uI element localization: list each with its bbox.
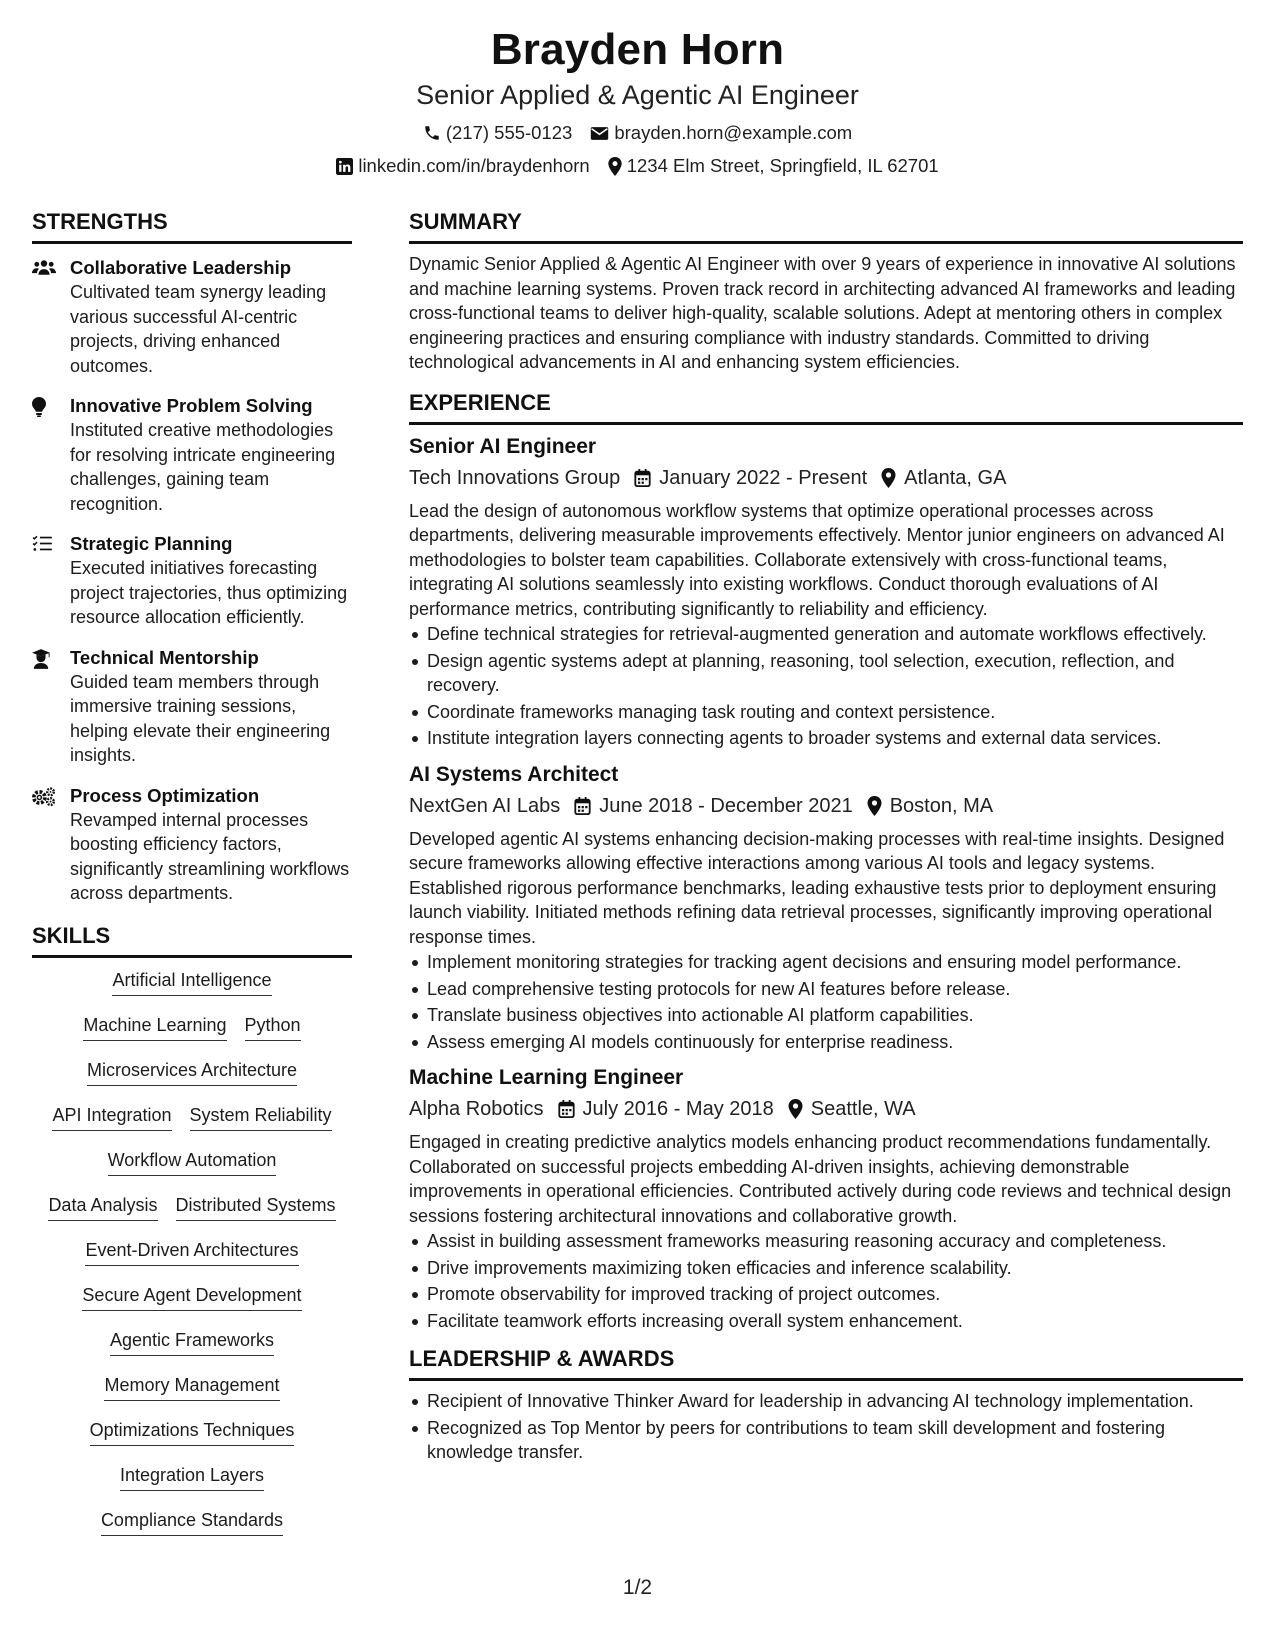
summary-text: Dynamic Senior Applied & Agentic AI Engineer with over 9 years of experience in innovative AI solutions and machine learning systems. Proven track record in architecting advanced AI frameworks and leading cross-functional teams to deliver high-quality, scalable solutions. Adept at mentoring others in complex engineering practices and ensuring compliance with industry standards. Committed to driving technological advancements in AI and enhancing system efficiencies. [409, 254, 1236, 372]
linkedin-text: linkedin.com/in/braydenhorn [358, 155, 590, 176]
job-dates: January 2022 - Present [659, 466, 868, 489]
job-title: Machine Learning Engineer [409, 1066, 684, 1089]
job-meta [409, 791, 1243, 821]
map-pin-icon [881, 468, 896, 488]
job-company: Tech Innovations Group [409, 466, 621, 489]
skill-tag: Secure Agent Development [82, 1283, 301, 1311]
map-pin-icon [867, 796, 882, 816]
strength-item [32, 784, 352, 906]
lightbulb-icon [32, 397, 46, 417]
job-bullet: Facilitate teamwork efforts increasing overall system enhancement. [409, 1309, 1243, 1334]
candidate-name: Brayden Horn [490, 25, 785, 74]
skill-tag: Distributed Systems [176, 1193, 336, 1221]
strength-item [32, 256, 352, 378]
skills-heading: SKILLS [32, 922, 352, 958]
award-item: Recipient of Innovative Thinker Award for leadership in advancing AI technology implementation. [409, 1389, 1243, 1414]
experience-heading: EXPERIENCE [409, 389, 1243, 425]
email-contact [590, 120, 852, 146]
skill-tag: Compliance Standards [101, 1508, 283, 1536]
strength-title: Innovative Problem Solving [70, 395, 313, 416]
linkedin-icon [336, 158, 353, 175]
awards-heading: LEADERSHIP & AWARDS [409, 1345, 1243, 1381]
job-location: Seattle, WA [810, 1098, 916, 1120]
job-dates: July 2016 - May 2018 [582, 1098, 774, 1120]
linkedin-contact [336, 153, 589, 179]
strength-title: Process Optimization [70, 784, 260, 806]
strength-item [32, 394, 352, 516]
users-icon [32, 259, 56, 276]
job-bullets [409, 950, 1243, 1054]
contact-row-1 [0, 120, 1275, 146]
calendar-icon [558, 1100, 575, 1118]
skill-tag: System Reliability [190, 1103, 332, 1131]
strength-item [32, 646, 352, 768]
job-description: Developed agentic AI systems enhancing decision-making processes with real-time insights. Designed secure frameworks allowing effective interactions among various AI tools and legacy systems. Established rigorous performance benchmarks, leading exhaustive tests prior to deployment ensuring launch viability. Initiated methods refining data retrieval processes, significantly improving operational response times. [409, 828, 1225, 947]
strength-desc: Cultivated team synergy leading various successful AI-centric projects, driving enhanced outcomes. [70, 282, 327, 376]
job-bullet: Assist in building assessment frameworks measuring reasoning accuracy and completeness. [409, 1229, 1243, 1254]
job-entry [409, 433, 1243, 751]
address-text: 1234 Elm Street, Springfield, IL 62701 [626, 155, 939, 176]
resume-header [0, 24, 1275, 179]
strength-desc: Revamped internal processes boosting efficiency factors, significantly streamlining workflows across departments. [70, 809, 350, 903]
job-bullet: Define technical strategies for retrieval-augmented generation and automate workflows effectively. [409, 622, 1243, 647]
skill-tag: Data Analysis [48, 1193, 157, 1221]
job-entry [409, 1064, 1243, 1333]
strength-desc: Guided team members through immersive training sessions, helping elevate their engineering insights. [70, 671, 331, 765]
skill-tag: Memory Management [104, 1373, 279, 1401]
job-bullet: Assess emerging AI models continuously for enterprise readiness. [409, 1030, 1243, 1055]
calendar-icon [574, 797, 591, 815]
skill-tag: Event-Driven Architectures [85, 1238, 298, 1266]
page-number: 1/2 [622, 1576, 653, 1599]
envelope-icon [590, 126, 609, 141]
address-contact [608, 153, 939, 179]
job-bullet: Lead comprehensive testing protocols for new AI features before release. [409, 977, 1243, 1002]
job-bullets [409, 622, 1243, 751]
job-location: Boston, MA [889, 794, 994, 817]
job-dates: June 2018 - December 2021 [599, 794, 853, 817]
job-bullet: Institute integration layers connecting agents to broader systems and external data services. [409, 726, 1243, 751]
map-pin-icon [788, 1099, 803, 1119]
strength-title: Technical Mentorship [70, 646, 259, 668]
awards-list [409, 1389, 1243, 1465]
contact-row-2 [0, 153, 1275, 179]
skill-tag: Machine Learning [83, 1013, 226, 1041]
job-bullet: Coordinate frameworks managing task routing and context persistence. [409, 700, 1243, 725]
job-entry [409, 761, 1243, 1055]
task-list-icon [32, 535, 53, 552]
left-column [32, 208, 352, 1553]
job-meta [409, 463, 1243, 493]
skill-tag: Python [245, 1013, 301, 1041]
summary-heading: SUMMARY [409, 208, 1243, 244]
skill-tag: Artificial Intelligence [112, 968, 271, 996]
strength-item [32, 532, 352, 630]
candidate-title: Senior Applied & Agentic AI Engineer [416, 80, 859, 110]
award-item: Recognized as Top Mentor by peers for contributions to team skill development and fostering knowledge transfer. [409, 1416, 1243, 1465]
strength-desc: Executed initiatives forecasting project trajectories, thus optimizing resource allocation efficiently. [70, 558, 348, 627]
job-bullet: Implement monitoring strategies for tracking agent decisions and ensuring model performance. [409, 950, 1243, 975]
job-title: AI Systems Architect [409, 762, 619, 786]
skill-tag: API Integration [52, 1103, 171, 1131]
skill-tag: Integration Layers [120, 1463, 264, 1491]
skill-tag: Microservices Architecture [87, 1058, 297, 1086]
job-bullet: Design agentic systems adept at planning, reasoning, tool selection, execution, reflection, and recovery. [409, 649, 1243, 698]
job-bullets [409, 1229, 1243, 1333]
strength-desc: Instituted creative methodologies for resolving intricate engineering challenges, gaining team recognition. [70, 420, 336, 514]
job-bullet: Promote observability for improved tracking of project outcomes. [409, 1282, 1243, 1307]
job-bullet: Translate business objectives into actionable AI platform capabilities. [409, 1003, 1243, 1028]
phone-contact [423, 120, 573, 146]
right-column [409, 208, 1243, 1467]
map-pin-icon [608, 157, 622, 176]
calendar-icon [634, 469, 651, 487]
strength-title: Collaborative Leadership [70, 257, 292, 278]
job-company: NextGen AI Labs [409, 794, 561, 817]
email-text: brayden.horn@example.com [614, 122, 853, 143]
gears-icon [32, 787, 56, 806]
strengths-list [32, 256, 352, 906]
job-description: Engaged in creating predictive analytics models enhancing product recommendations fundamentally. Collaborated on successful projects embedding AI-driven insights, achieving demonstrable improvements in operational efficiencies. Contributed actively during code reviews and technical design sessions fostering architectural innovations and collaborative growth. [409, 1132, 1232, 1226]
job-company: Alpha Robotics [409, 1098, 544, 1120]
job-title: Senior AI Engineer [409, 434, 597, 458]
job-description: Lead the design of autonomous workflow systems that optimize operational processes across departments, delivering measurable improvements effectively. Mentor junior engineers on advanced AI methodologies to bolster team capabilities. Collaborate extensively with cross-functional teams, integrating AI solutions seamlessly into existing workflows. Conduct thorough evaluations of AI performance metrics, contributing significantly to reliability and efficiency. [409, 500, 1225, 619]
skill-tag: Optimizations Techniques [90, 1418, 295, 1446]
skill-tag: Workflow Automation [108, 1148, 277, 1176]
graduate-icon [32, 649, 50, 669]
phone-icon [423, 124, 441, 142]
job-bullet: Drive improvements maximizing token efficacies and inference scalability. [409, 1256, 1243, 1281]
job-location: Atlanta, GA [904, 466, 1007, 489]
job-meta [409, 1094, 1243, 1124]
skill-tag: Agentic Frameworks [110, 1328, 274, 1356]
phone-text: (217) 555-0123 [445, 122, 573, 143]
strength-title: Strategic Planning [70, 533, 233, 554]
skills-list [32, 968, 352, 1553]
strengths-heading: STRENGTHS [32, 208, 352, 244]
